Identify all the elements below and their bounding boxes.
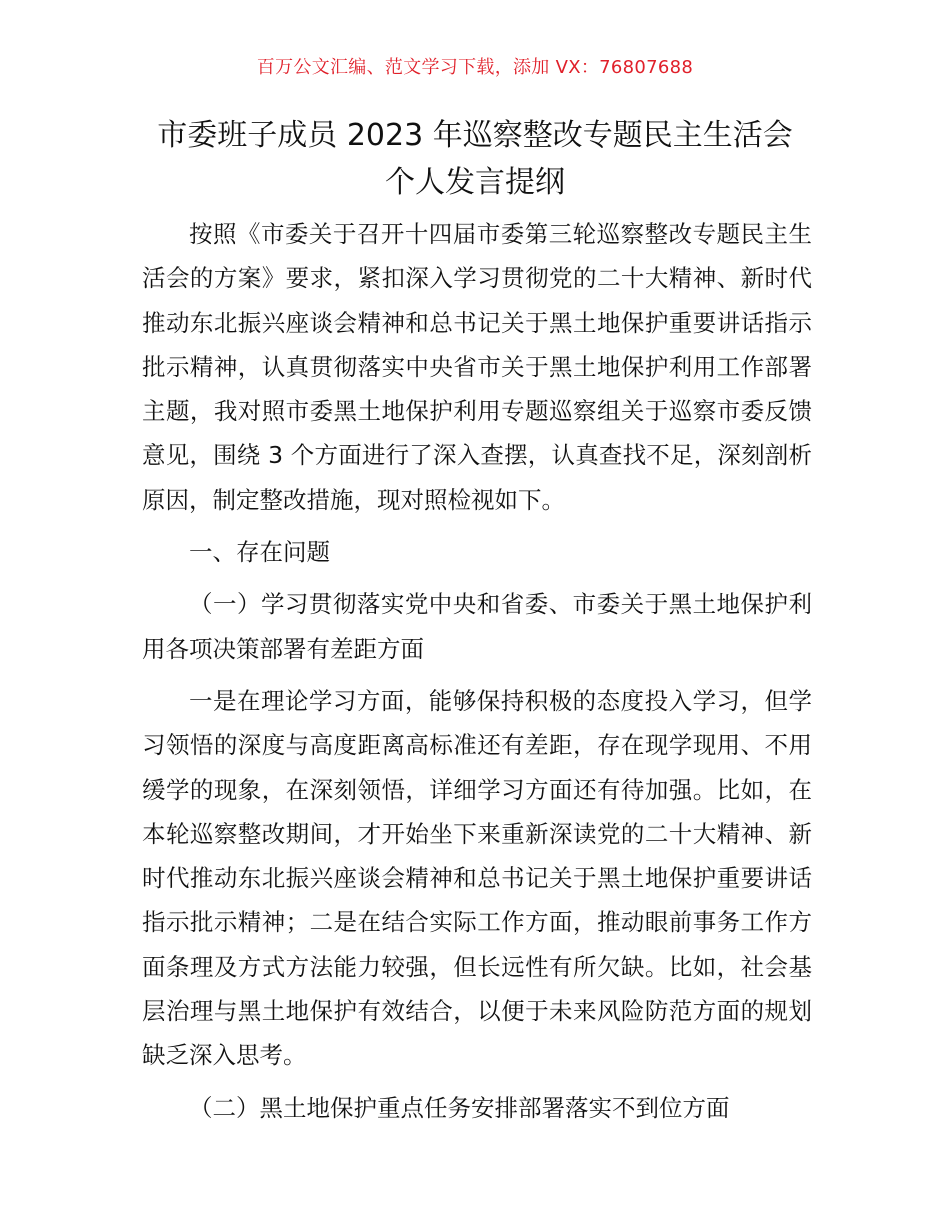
title-line-2: 个人发言提纲 xyxy=(385,165,565,200)
subsection-heading-2: （二）黑土地保护重点任务安排部署落实不到位方面 xyxy=(189,1093,730,1122)
subsection-heading-1: （一）学习贯彻落实党中央和省委、市委关于黑土地保护利用各项决策部署有差距方面 xyxy=(142,590,812,663)
title-line-1: 市委班子成员 2023 年巡察整改专题民主生活会 xyxy=(157,118,793,153)
body-paragraph: 一是在理论学习方面，能够保持积极的态度投入学习，但学习领悟的深度与高度距离高标准还有差距，存在现学现用、不用缓学的现象，在深刻领悟，详细学习方面还有待加强。比如，在本轮巡察整改期间，才开始坐下来重新深读党的二十大精神、新时代推动东北振兴座谈会精神和总书记关于黑土地保护重要讲话指示批示精神；二是在结合实际工作方面，推动眼前事务工作方面条理及方式方法能力较强，但长远性有所欠缺。比如，社会基层治理与黑土地保护有效结合，以便于未来风险防范方面的规划缺乏深入思考。 xyxy=(142,686,812,1070)
intro-paragraph: 按照《市委关于召开十四届市委第三轮巡察整改专题民主生活会的方案》要求，紧扣深入学习贯彻党的二十大精神、新时代推动东北振兴座谈会精神和总书记关于黑土地保护重要讲话指示批示精神，认真贯彻落实中央省市关于黑土地保护利用工作部署主题，我对照市委黑土地保护利用专题巡察组关于巡察市委反馈意见，围绕 3 个方面进行了深入查摆，认真查找不足，深刻剖析原因，制定整改措施，现对照检视如下。 xyxy=(142,220,812,514)
watermark-header: 百万公文汇编、范文学习下载，添加 VX：76807688 xyxy=(256,57,694,78)
section-heading-problems: 一、存在问题 xyxy=(189,538,330,567)
document-title xyxy=(0,112,950,206)
document-body xyxy=(142,212,812,1138)
